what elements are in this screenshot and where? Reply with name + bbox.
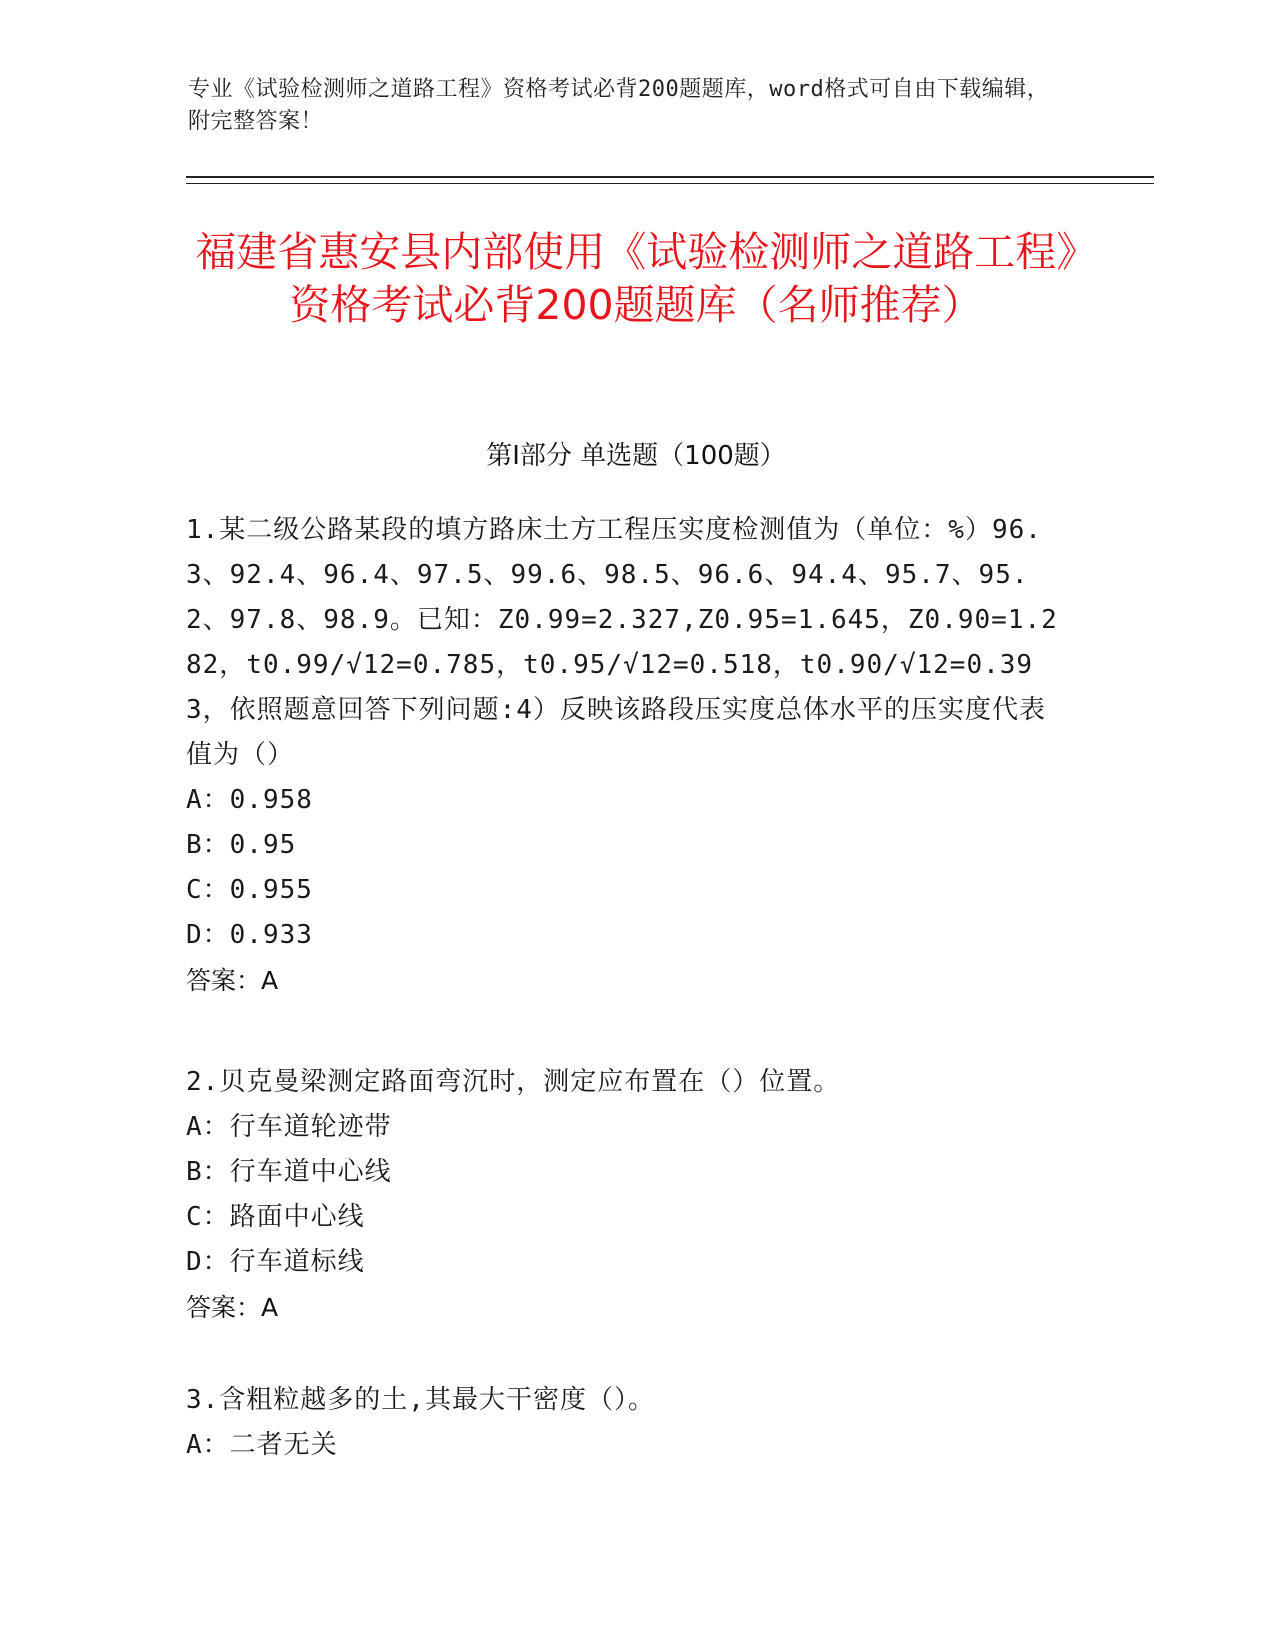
question-3-option-a: A：二者无关: [186, 1430, 338, 1460]
document-title: 福建省惠安县内部使用《试验检测师之道路工程》资格考试必背200题题库（名师推荐）: [195, 228, 1077, 329]
question-1-answer: 答案：A: [186, 966, 279, 995]
question-1-stem: 1.某二级公路某段的填方路床土方工程压实度检测值为（单位：%）96.3、92.4、96.4、97.5、99.6、98.5、96.6、94.4、95.7、95.2、97.8、98.9。已知：Z0.99=2.327,Z0.95=1.645，Z0.90=1.282，t0.99/√12=0.785，t0.95/√12=0.518，t0.90/√12=0.393，依照题意回答下列问题:4）反映该路段压实度总体水平的压实度代表值为（）: [186, 515, 1058, 770]
question-1-option-c: C：0.955: [186, 875, 313, 905]
question-3: [186, 1378, 1066, 1468]
question-2-option-a: A：行车道轮迹带: [186, 1112, 392, 1142]
question-2: [186, 1060, 1066, 1330]
section-heading: 第Ⅰ部分 单选题（100题）: [486, 441, 786, 471]
question-2-answer: 答案：A: [186, 1293, 279, 1322]
header-note: 专业《试验检测师之道路工程》资格考试必背200题题库，word格式可自由下载编辑，附完整答案！: [188, 77, 1050, 134]
question-1-option-a: A：0.958: [186, 785, 313, 815]
question-1-option-b: B：0.95: [186, 830, 297, 860]
question-1-option-d: D：0.933: [186, 920, 313, 950]
question-1: [186, 508, 1066, 1003]
question-2-option-c: C：路面中心线: [186, 1202, 365, 1232]
question-2-stem: 2.贝克曼梁测定路面弯沉时，测定应布置在（）位置。: [186, 1067, 841, 1097]
question-3-stem: 3.含粗粒越多的土,其最大干密度（）。: [186, 1385, 655, 1415]
header-divider-thin: [186, 183, 1154, 184]
question-2-option-d: D：行车道标线: [186, 1247, 365, 1277]
header-divider-thick: [186, 176, 1154, 178]
question-2-option-b: B：行车道中心线: [186, 1157, 392, 1187]
